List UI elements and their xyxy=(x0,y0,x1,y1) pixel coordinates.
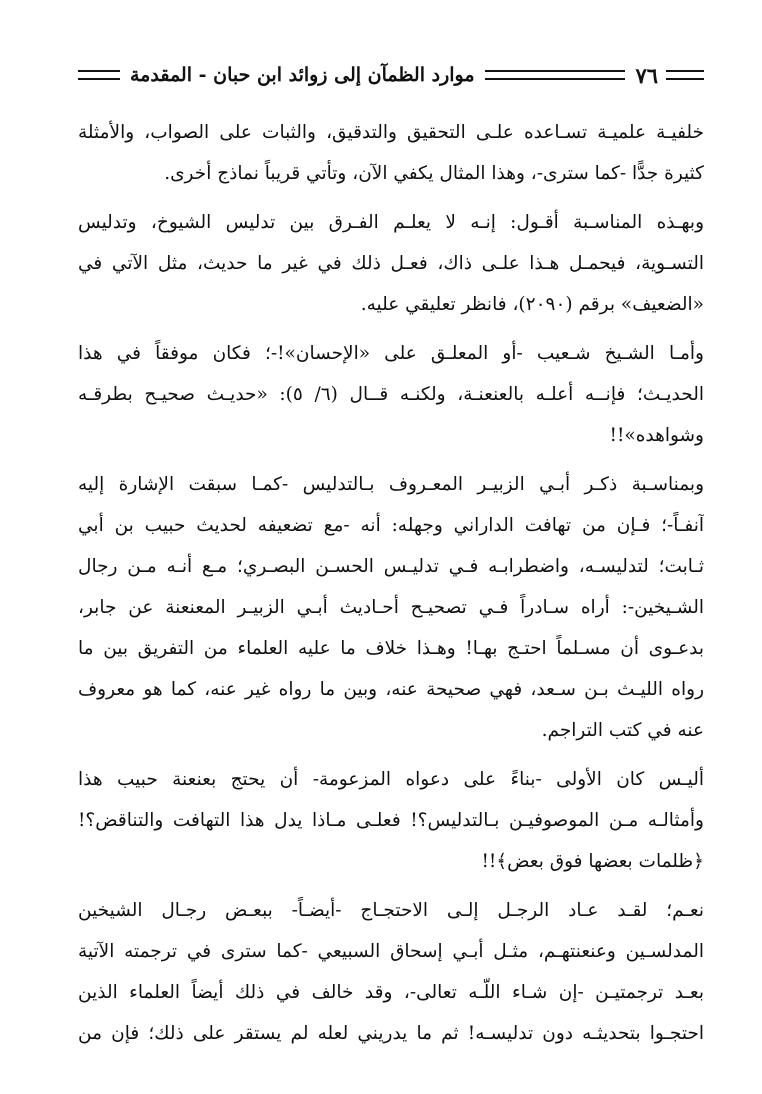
text-line: بدعـوى أن مسـلماً احتـج بهـا! وهـذا خلاف ما عليه العلماء من التفريق بين ما xyxy=(78,638,704,659)
header-rule-right xyxy=(666,70,704,80)
header-rule-left xyxy=(78,70,120,80)
page-number: ٧٦ xyxy=(635,62,658,88)
text-line: احتجـوا بتحديثـه دون تدليسـه! ثم ما يدريني لعله لم يستقر على ذلك؛ فإن من xyxy=(78,1023,704,1044)
text-line: آنفـاً-؛ فـإن من تهافت الداراني وجهله: أنه -مع تضعيفه لحديث حبيب بن أبي xyxy=(78,515,704,536)
header-rule-middle xyxy=(485,70,626,80)
paragraph-3 xyxy=(78,333,704,456)
text-line: نعـم؛ لقـد عـاد الرجـل إلـى الاحتجـاج -أيضـاً- ببعـض رجـال الشيخين xyxy=(78,900,704,921)
text-line: وشواهده»!! xyxy=(609,425,704,446)
text-line: الشـيخين-: أراه سـادراً فـي تصحيـح أحـاديث أبـي الزبيـر المعنعنة عن جابر، xyxy=(78,597,704,618)
header-title: موارد الظمآن إلى زوائد ابن حبان - المقدمة xyxy=(130,64,475,86)
text-line: ثـابت؛ لتدليسـه، واضطرابـه فـي تدليـس الحسـن البصـري؛ مـع أنـه مـن رجال xyxy=(78,556,704,577)
text-line: المدلسـين وعنعنتهـم، مثـل أبـي إسحاق السبيعي -كما سترى في ترجمته الآتية xyxy=(78,941,704,962)
text-line: عنه في كتب التراجم. xyxy=(541,720,704,741)
body-text xyxy=(78,112,704,1054)
text-line: وأمـا الشـيخ شـعيب -أو المعلـق على «الإحسان»!-؛ فكان موفقاً في هذا xyxy=(78,343,704,364)
paragraph-1 xyxy=(78,112,704,194)
text-line: وبمناسـبة ذكـر أبـي الزبيـر المعـروف بـالتدليس -كمـا سبقت الإشارة إليه xyxy=(78,474,704,495)
text-line: بعـد ترجمتيـن -إن شـاء اللّـه تعالى-، وقد خالف في ذلك أيضاً العلماء الذين xyxy=(78,982,704,1003)
text-line: رواه الليـث بـن سـعد، فهي صحيحة عنه، وبين ما رواه غير عنه، كما هو معروف xyxy=(78,679,704,700)
text-line: أليـس كان الأولى -بناءً على دعواه المزعومة- أن يحتج بعنعنة حبيب هذا xyxy=(78,769,704,790)
text-line: كثيرة جدًّا -كما سترى-، وهذا المثال يكفي الآن، وتأتي قريباً نماذج أخرى. xyxy=(164,163,704,184)
paragraph-6 xyxy=(78,890,704,1054)
text-line: التسـوية، فيحمـل هـذا علـى ذاك، فعـل ذلك في غير ما حديث، مثل الآتي في xyxy=(78,253,704,274)
text-line: ﴿ظلمات بعضها فوق بعض﴾!! xyxy=(481,851,704,872)
text-line: «الضعيف» برقم (٢٠٩٠)، فانظر تعليقي عليه. xyxy=(360,294,704,315)
text-line: وأمثالـه مـن الموصوفيـن بـالتدليس؟! فعلـى مـاذا يدل هذا التهافت والتناقض؟! xyxy=(78,810,704,831)
paragraph-4 xyxy=(78,464,704,751)
text-line: وبهـذه المناسـبة أقـول: إنـه لا يعلـم الفـرق بين تدليس الشيوخ، وتدليس xyxy=(78,212,704,233)
running-header xyxy=(78,58,704,92)
paragraph-2 xyxy=(78,202,704,325)
text-line: الحديـث؛ فإنــه أعلـه بالعنعنـة، ولكنـه قــال (٦/ ٥): «حديـث صحيـح بطرقـه xyxy=(78,384,704,405)
text-line: خلفيـة علميـة تسـاعده علـى التحقيق والتدقيق، والثبات على الصواب، والأمثلة xyxy=(78,122,704,143)
paragraph-5 xyxy=(78,759,704,882)
